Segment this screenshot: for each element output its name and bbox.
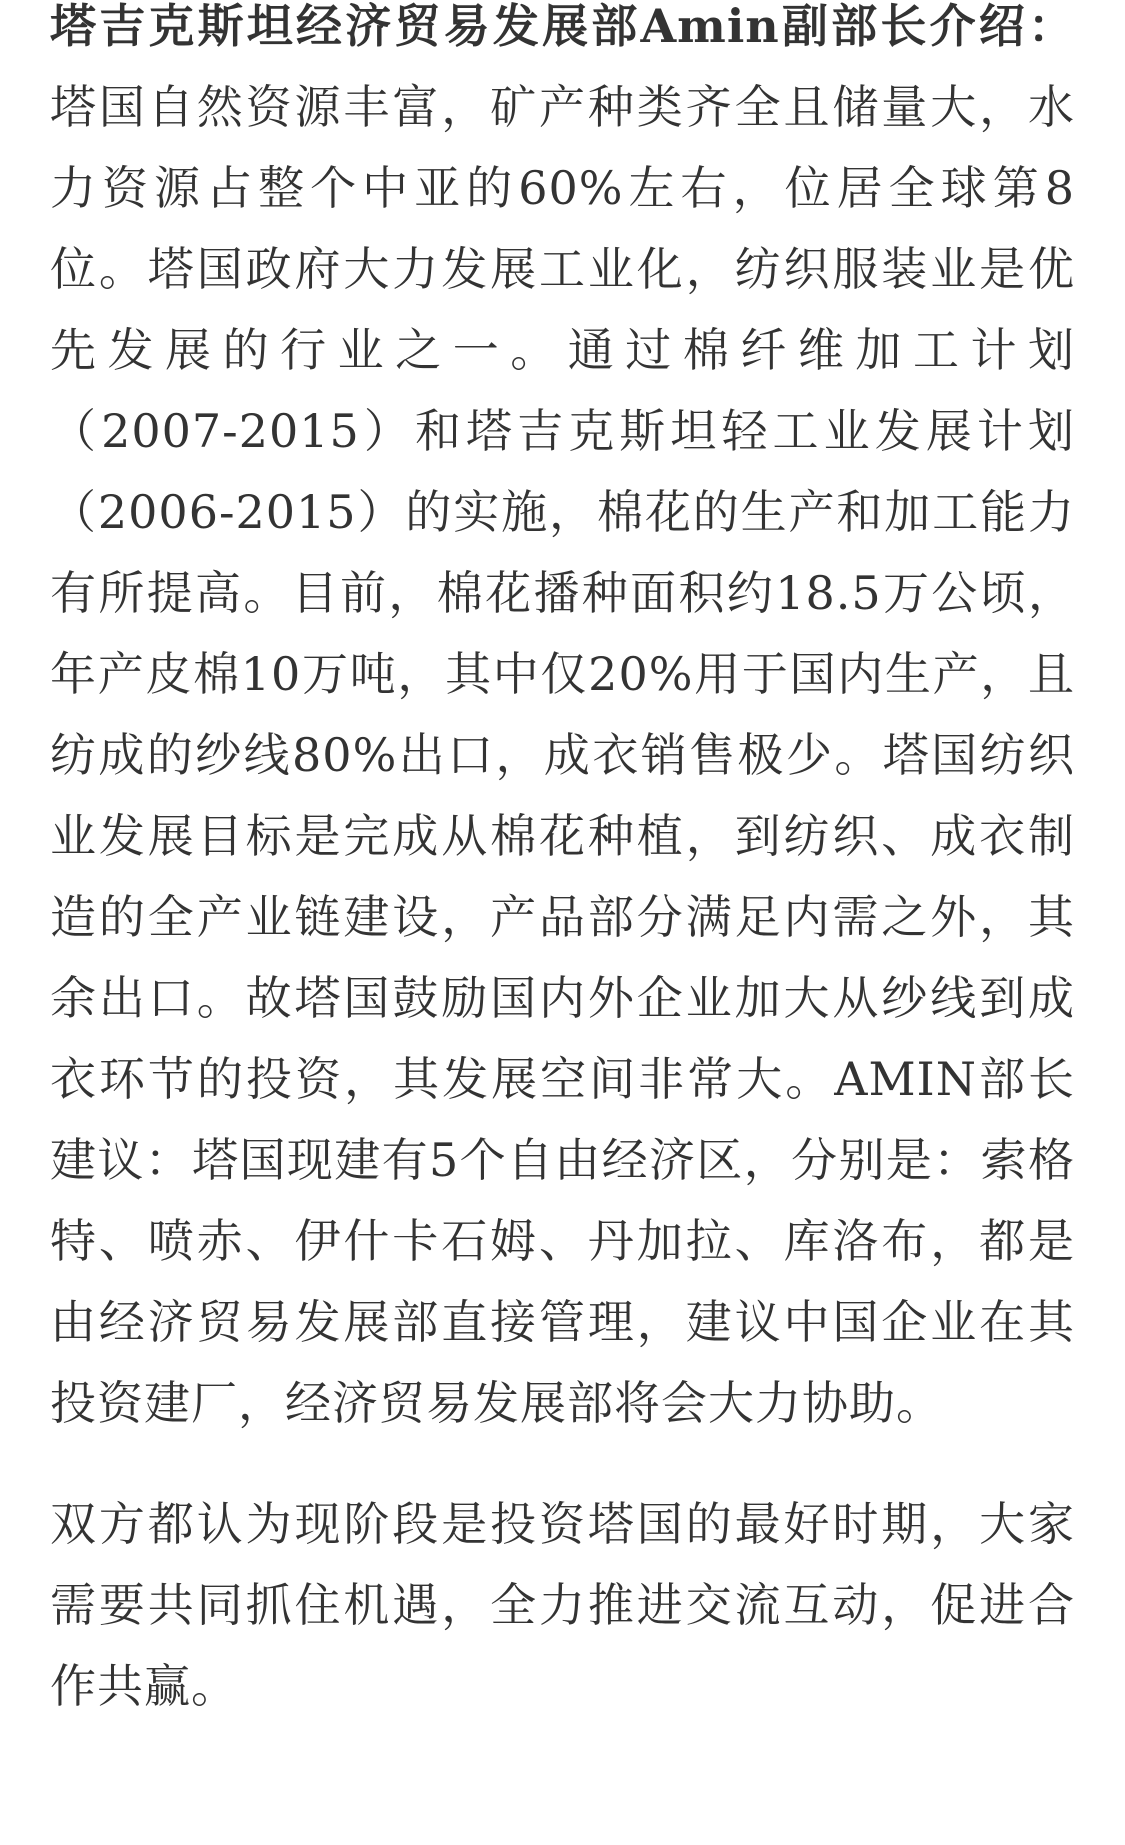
article-body [50,0,1075,1727]
paragraph-text: 塔国自然资源丰富，矿产种类齐全且储量大，水力资源占整个中亚的60%左右，位居全球第8位。塔国政府大力发展工业化，纺织服装业是优先发展的行业之一。通过棉纤维加工计划（2007-2015）和塔吉克斯坦轻工业发展计划（2006-2015）的实施，棉花的生产和加工能力有所提高。目前，棉花播种面积约18.5万公顷，年产皮棉10万吨，其中仅20%用于国内生产，且纺成的纱线80%出口，成衣销售极少。塔国纺织业发展目标是完成从棉花种植，到纺织、成衣制造的全产业链建设，产品部分满足内需之外，其余出口。故塔国鼓励国内外企业加大从纱线到成衣环节的投资，其发展空间非常大。AMIN部长建议：塔国现建有5个自由经济区，分别是：索格特、喷赤、伊什卡石姆、丹加拉、库洛布，都是由经济贸易发展部直接管理，建议中国企业在其投资建厂，经济贸易发展部将会大力协助。 [50,80,1075,1430]
paragraph-amin-statement [50,0,1075,1444]
paragraph-spacer [50,1444,1075,1484]
paragraph-lead: 塔吉克斯坦经济贸易发展部Amin副部长介绍： [50,0,1075,53]
paragraph-conclusion: 双方都认为现阶段是投资塔国的最好时期，大家需要共同抓住机遇，全力推进交流互动，促进合作共赢。 [50,1497,1075,1713]
